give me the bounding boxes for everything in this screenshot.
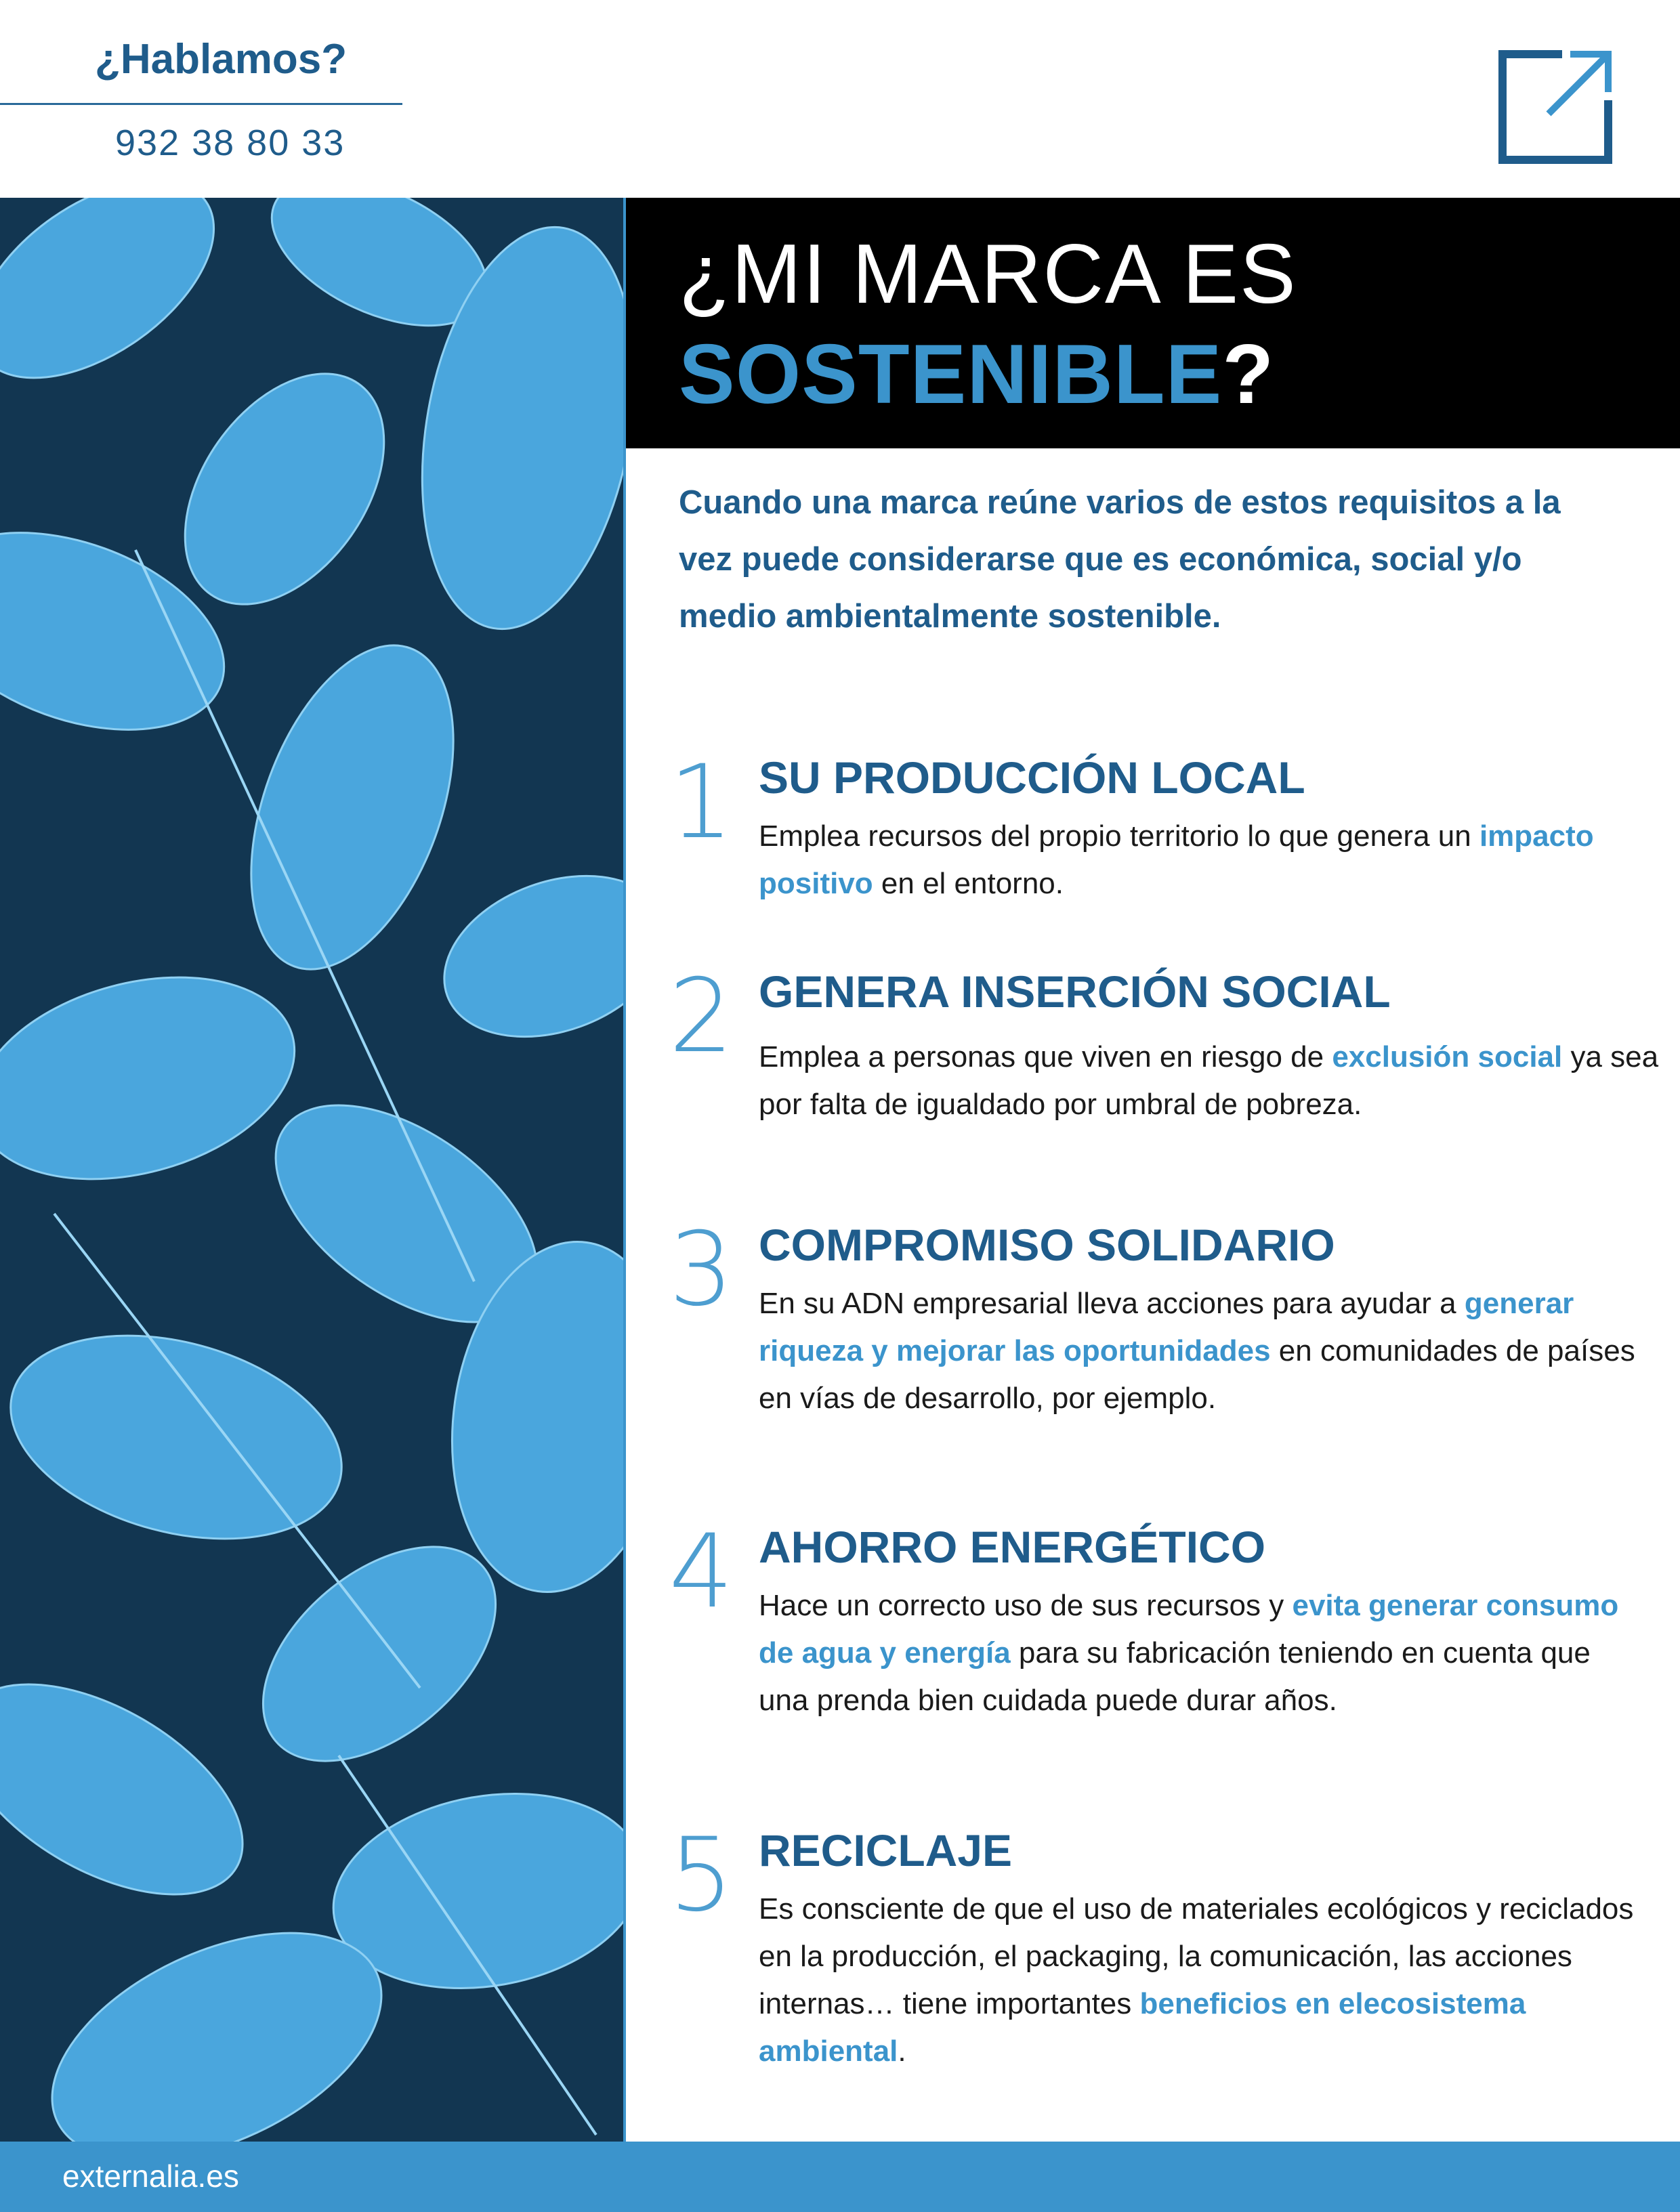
requirement-number: 5 [669, 1816, 734, 1934]
phone-number[interactable]: 932 38 80 33 [115, 123, 345, 163]
requirement-title: GENERA INSERCIÓN SOCIAL [759, 966, 1391, 1017]
requirement-title: COMPROMISO SOLIDARIO [759, 1220, 1335, 1270]
requirement-description: Es consciente de que el uso de materiales ecológicos y reciclados en la producción, el packaging, la comunicación, las acciones internas… tiene importantes beneficios en elecosistema ambiental. [759, 1892, 1634, 2068]
requirement-description: Emplea recursos del propio territorio lo que genera un impacto positivo en el entorno. [759, 820, 1594, 900]
footer-bar [0, 2142, 1680, 2212]
requirement-number: 1 [669, 744, 734, 862]
contact-block [0, 0, 402, 196]
contact-cta[interactable]: ¿Hablamos? [95, 36, 348, 83]
contact-divider [0, 103, 402, 105]
requirement-description: En su ADN empresarial lleva acciones para ayudar a generar riqueza y mejorar las oportunidades en comunidades de países en vías de desarrollo, por ejemplo. [759, 1287, 1635, 1415]
website-link[interactable]: externalia.es [62, 2158, 239, 2194]
hero-title-line1: ¿MI MARCA ES [679, 228, 1297, 321]
hero-banner [626, 198, 1680, 448]
requirement-number: 2 [669, 958, 734, 1076]
requirement-description: Hace un correcto uso de sus recursos y evita generar consumo de agua y energía para su fabricación teniendo en cuenta que una prenda bien cuidada puede durar años. [759, 1589, 1619, 1717]
hero-title-highlight: SOSTENIBLE [679, 328, 1223, 421]
hero-title-end: ? [1222, 328, 1275, 421]
requirement-description: Emplea a personas que viven en riesgo de exclusión social ya sea por falta de igualdado por umbral de pobreza. [759, 1040, 1659, 1121]
intro-paragraph: Cuando una marca reúne varios de estos requisitos a la vez puede considerarse que es económica, social y/o medio ambientalmente sostenible. [679, 484, 1561, 635]
requirement-number: 4 [669, 1513, 734, 1631]
requirement-title: SU PRODUCCIÓN LOCAL [759, 752, 1305, 803]
leaves-photo [0, 198, 625, 2142]
external-link-icon[interactable] [1494, 46, 1616, 168]
hero-title-line2 [679, 326, 1274, 423]
requirement-number: 3 [669, 1211, 734, 1329]
requirement-title: AHORRO ENERGÉTICO [759, 1522, 1266, 1572]
requirement-title: RECICLAJE [759, 1825, 1013, 1875]
photo-divider [623, 198, 626, 2142]
